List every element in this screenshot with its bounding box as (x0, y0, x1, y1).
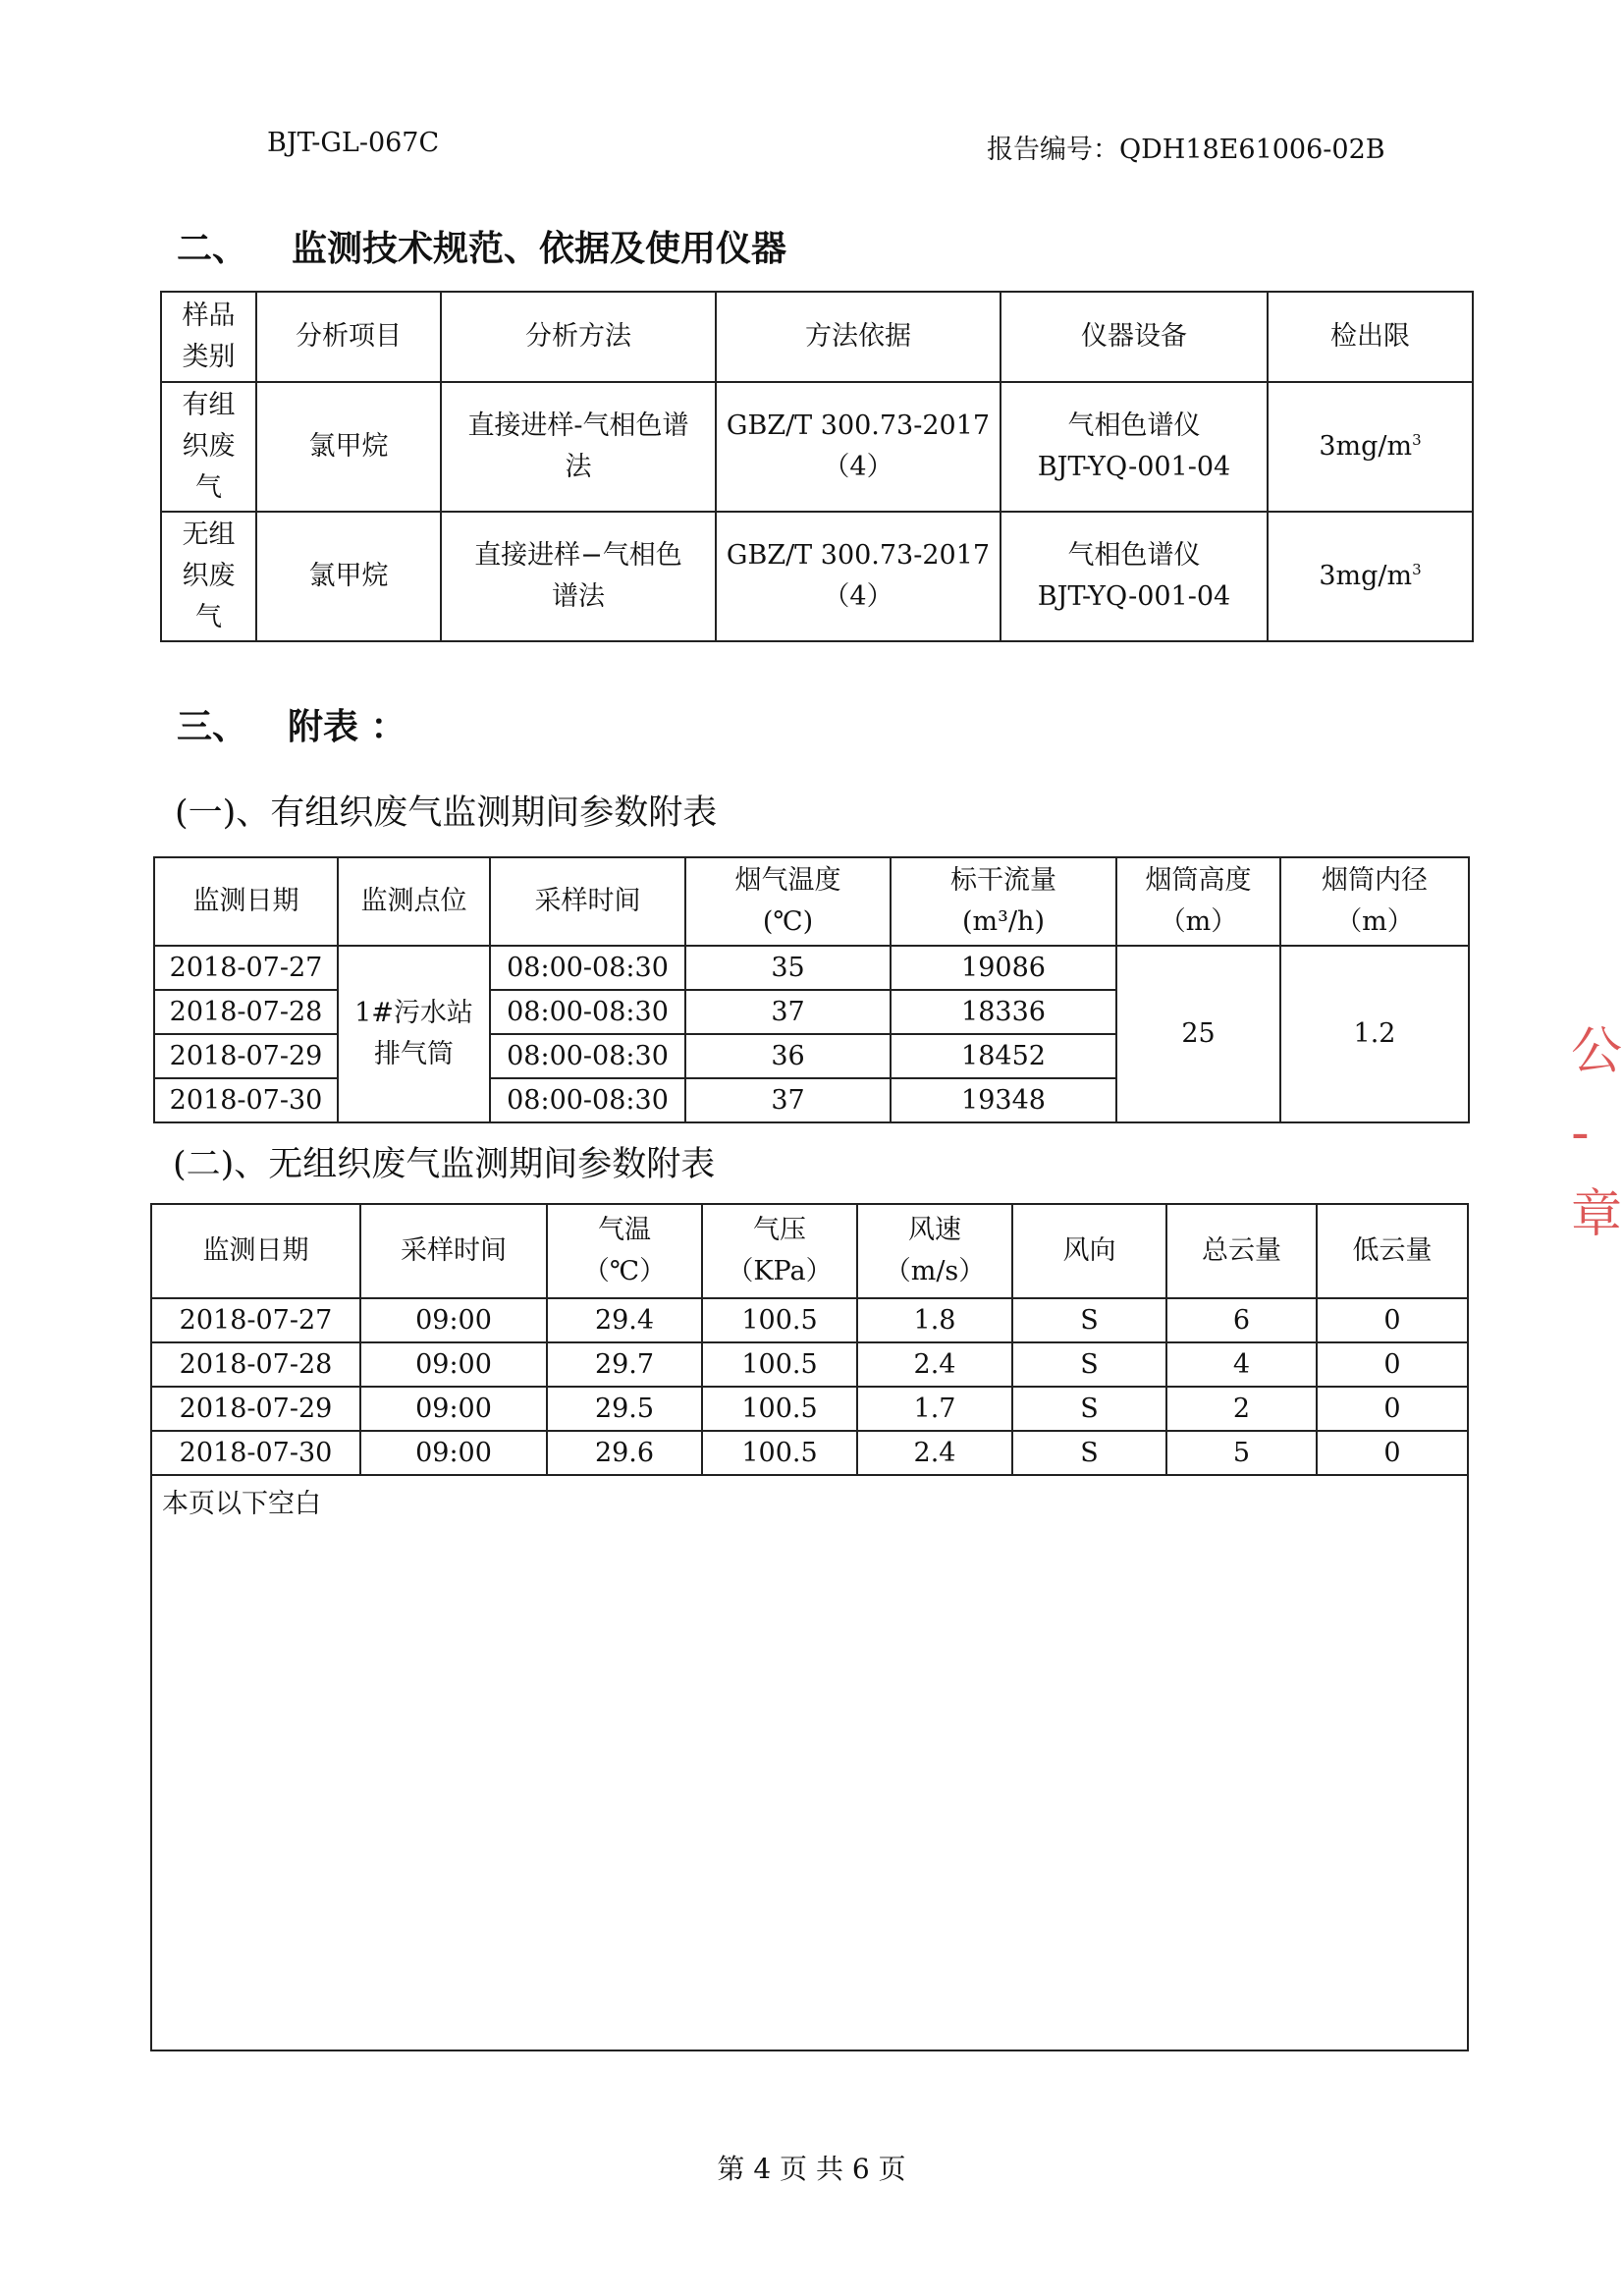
table-row (154, 946, 1469, 990)
wind-direction: S (1012, 1387, 1166, 1431)
header-sampling-time: 采样时间 (490, 857, 685, 946)
header-sample-category: 样品 类别 (161, 292, 256, 382)
header-wind-direction: 风向 (1012, 1204, 1166, 1298)
seal-stamp: 公 - 章 (1571, 1022, 1623, 1245)
header-sampling-time: 采样时间 (360, 1204, 547, 1298)
header-total-cloud: 总云量 (1166, 1204, 1317, 1298)
analysis-item: 氯甲烷 (256, 382, 441, 512)
organized-emission-table (153, 856, 1470, 1123)
blank-area-row (151, 1475, 1468, 2050)
table-row (161, 512, 1473, 641)
monitor-date: 2018-07-29 (151, 1387, 360, 1431)
flow: 18336 (891, 990, 1116, 1034)
page-number: 第 4 页 共 6 页 (717, 2153, 906, 2185)
monitor-date: 2018-07-28 (154, 990, 338, 1034)
air-temp: 29.5 (547, 1387, 702, 1431)
stack-height: 25 (1116, 946, 1280, 1122)
table-row (151, 1342, 1468, 1387)
section2-title: 监测技术规范、依据及使用仪器 (292, 229, 787, 269)
flow: 19348 (891, 1078, 1116, 1122)
wind-speed: 2.4 (857, 1342, 1012, 1387)
section3-title: 附表 ： (288, 707, 406, 747)
air-temp: 29.7 (547, 1342, 702, 1387)
sampling-time: 08:00-08:30 (490, 990, 685, 1034)
detection-limit: $3mg/m^3$ (1268, 382, 1473, 512)
section3-number: 三、 (177, 707, 248, 747)
method-basis: GBZ/T 300.73-2017 （4） (716, 382, 1001, 512)
subsection1-title: (一)、有组织废气监测期间参数附表 (175, 793, 718, 833)
wind-direction: S (1012, 1342, 1166, 1387)
header-method-basis: 方法依据 (716, 292, 1001, 382)
wind-direction: S (1012, 1431, 1166, 1475)
table-row (151, 1387, 1468, 1431)
methods-table (160, 291, 1474, 642)
instrument: 气相色谱仪 BJT-YQ-001-04 (1001, 382, 1268, 512)
sampling-time: 09:00 (360, 1298, 547, 1342)
air-temp: 29.6 (547, 1431, 702, 1475)
flow: 18452 (891, 1034, 1116, 1078)
header-detection-limit: 检出限 (1268, 292, 1473, 382)
monitor-date: 2018-07-27 (154, 946, 338, 990)
blank-note: 本页以下空白 (151, 1475, 1468, 2050)
wind-speed: 1.8 (857, 1298, 1012, 1342)
sample-category: 有组 织废 气 (161, 382, 256, 512)
table1-header-row (154, 857, 1469, 946)
sample-category: 无组 织废 气 (161, 512, 256, 641)
header-stack-height: 烟筒高度 （m） (1116, 857, 1280, 946)
header-air-pressure: 气压 （KPa） (702, 1204, 857, 1298)
wind-direction: S (1012, 1298, 1166, 1342)
sampling-time: 09:00 (360, 1387, 547, 1431)
detection-limit: $3mg/m^3$ (1268, 512, 1473, 641)
header-low-cloud: 低云量 (1317, 1204, 1468, 1298)
low-cloud: 0 (1317, 1298, 1468, 1342)
air-pressure: 100.5 (702, 1431, 857, 1475)
header-flue-temp: 烟气温度 (℃) (685, 857, 891, 946)
air-pressure: 100.5 (702, 1342, 857, 1387)
flue-temp: 37 (685, 990, 891, 1034)
low-cloud: 0 (1317, 1342, 1468, 1387)
header-instrument: 仪器设备 (1001, 292, 1268, 382)
monitor-date: 2018-07-30 (154, 1078, 338, 1122)
table-row (151, 1431, 1468, 1475)
table2-header-row (151, 1204, 1468, 1298)
header-analysis-method: 分析方法 (441, 292, 716, 382)
sampling-time: 08:00-08:30 (490, 1034, 685, 1078)
header-wind-speed: 风速 （m/s） (857, 1204, 1012, 1298)
analysis-method: 直接进样−气相色 谱法 (441, 512, 716, 641)
sampling-time: 09:00 (360, 1342, 547, 1387)
monitor-date: 2018-07-27 (151, 1298, 360, 1342)
air-pressure: 100.5 (702, 1387, 857, 1431)
air-temp: 29.4 (547, 1298, 702, 1342)
air-pressure: 100.5 (702, 1298, 857, 1342)
monitor-date: 2018-07-30 (151, 1431, 360, 1475)
stack-diameter: 1.2 (1280, 946, 1469, 1122)
sampling-time: 09:00 (360, 1431, 547, 1475)
low-cloud: 0 (1317, 1387, 1468, 1431)
monitor-date: 2018-07-29 (154, 1034, 338, 1078)
table-row (161, 382, 1473, 512)
total-cloud: 6 (1166, 1298, 1317, 1342)
header-flow: 标干流量 (m³/h) (891, 857, 1116, 946)
wind-speed: 1.7 (857, 1387, 1012, 1431)
document-code: BJT-GL-067C (267, 128, 440, 158)
header-monitor-date: 监测日期 (154, 857, 338, 946)
monitor-location: 1#污水站 排气筒 (338, 946, 490, 1122)
header-air-temp: 气温 （℃） (547, 1204, 702, 1298)
header-analysis-item: 分析项目 (256, 292, 441, 382)
header-stack-diameter: 烟筒内径 （m） (1280, 857, 1469, 946)
wind-speed: 2.4 (857, 1431, 1012, 1475)
low-cloud: 0 (1317, 1431, 1468, 1475)
sampling-time: 08:00-08:30 (490, 946, 685, 990)
total-cloud: 2 (1166, 1387, 1317, 1431)
flow: 19086 (891, 946, 1116, 990)
sampling-time: 08:00-08:30 (490, 1078, 685, 1122)
flue-temp: 35 (685, 946, 891, 990)
section2-number: 二、 (177, 229, 248, 269)
subsection2-title: (二)、无组织废气监测期间参数附表 (173, 1145, 716, 1184)
analysis-item: 氯甲烷 (256, 512, 441, 641)
analysis-method: 直接进样-气相色谱 法 (441, 382, 716, 512)
flue-temp: 37 (685, 1078, 891, 1122)
header-monitor-location: 监测点位 (338, 857, 490, 946)
total-cloud: 4 (1166, 1342, 1317, 1387)
methods-header-row (161, 292, 1473, 382)
fugitive-emission-table (150, 1203, 1469, 2051)
total-cloud: 5 (1166, 1431, 1317, 1475)
monitor-date: 2018-07-28 (151, 1342, 360, 1387)
method-basis: GBZ/T 300.73-2017 （4） (716, 512, 1001, 641)
header-monitor-date: 监测日期 (151, 1204, 360, 1298)
flue-temp: 36 (685, 1034, 891, 1078)
report-number: 报告编号：QDH18E61006-02B (987, 135, 1385, 165)
table-row (151, 1298, 1468, 1342)
instrument: 气相色谱仪 BJT-YQ-001-04 (1001, 512, 1268, 641)
